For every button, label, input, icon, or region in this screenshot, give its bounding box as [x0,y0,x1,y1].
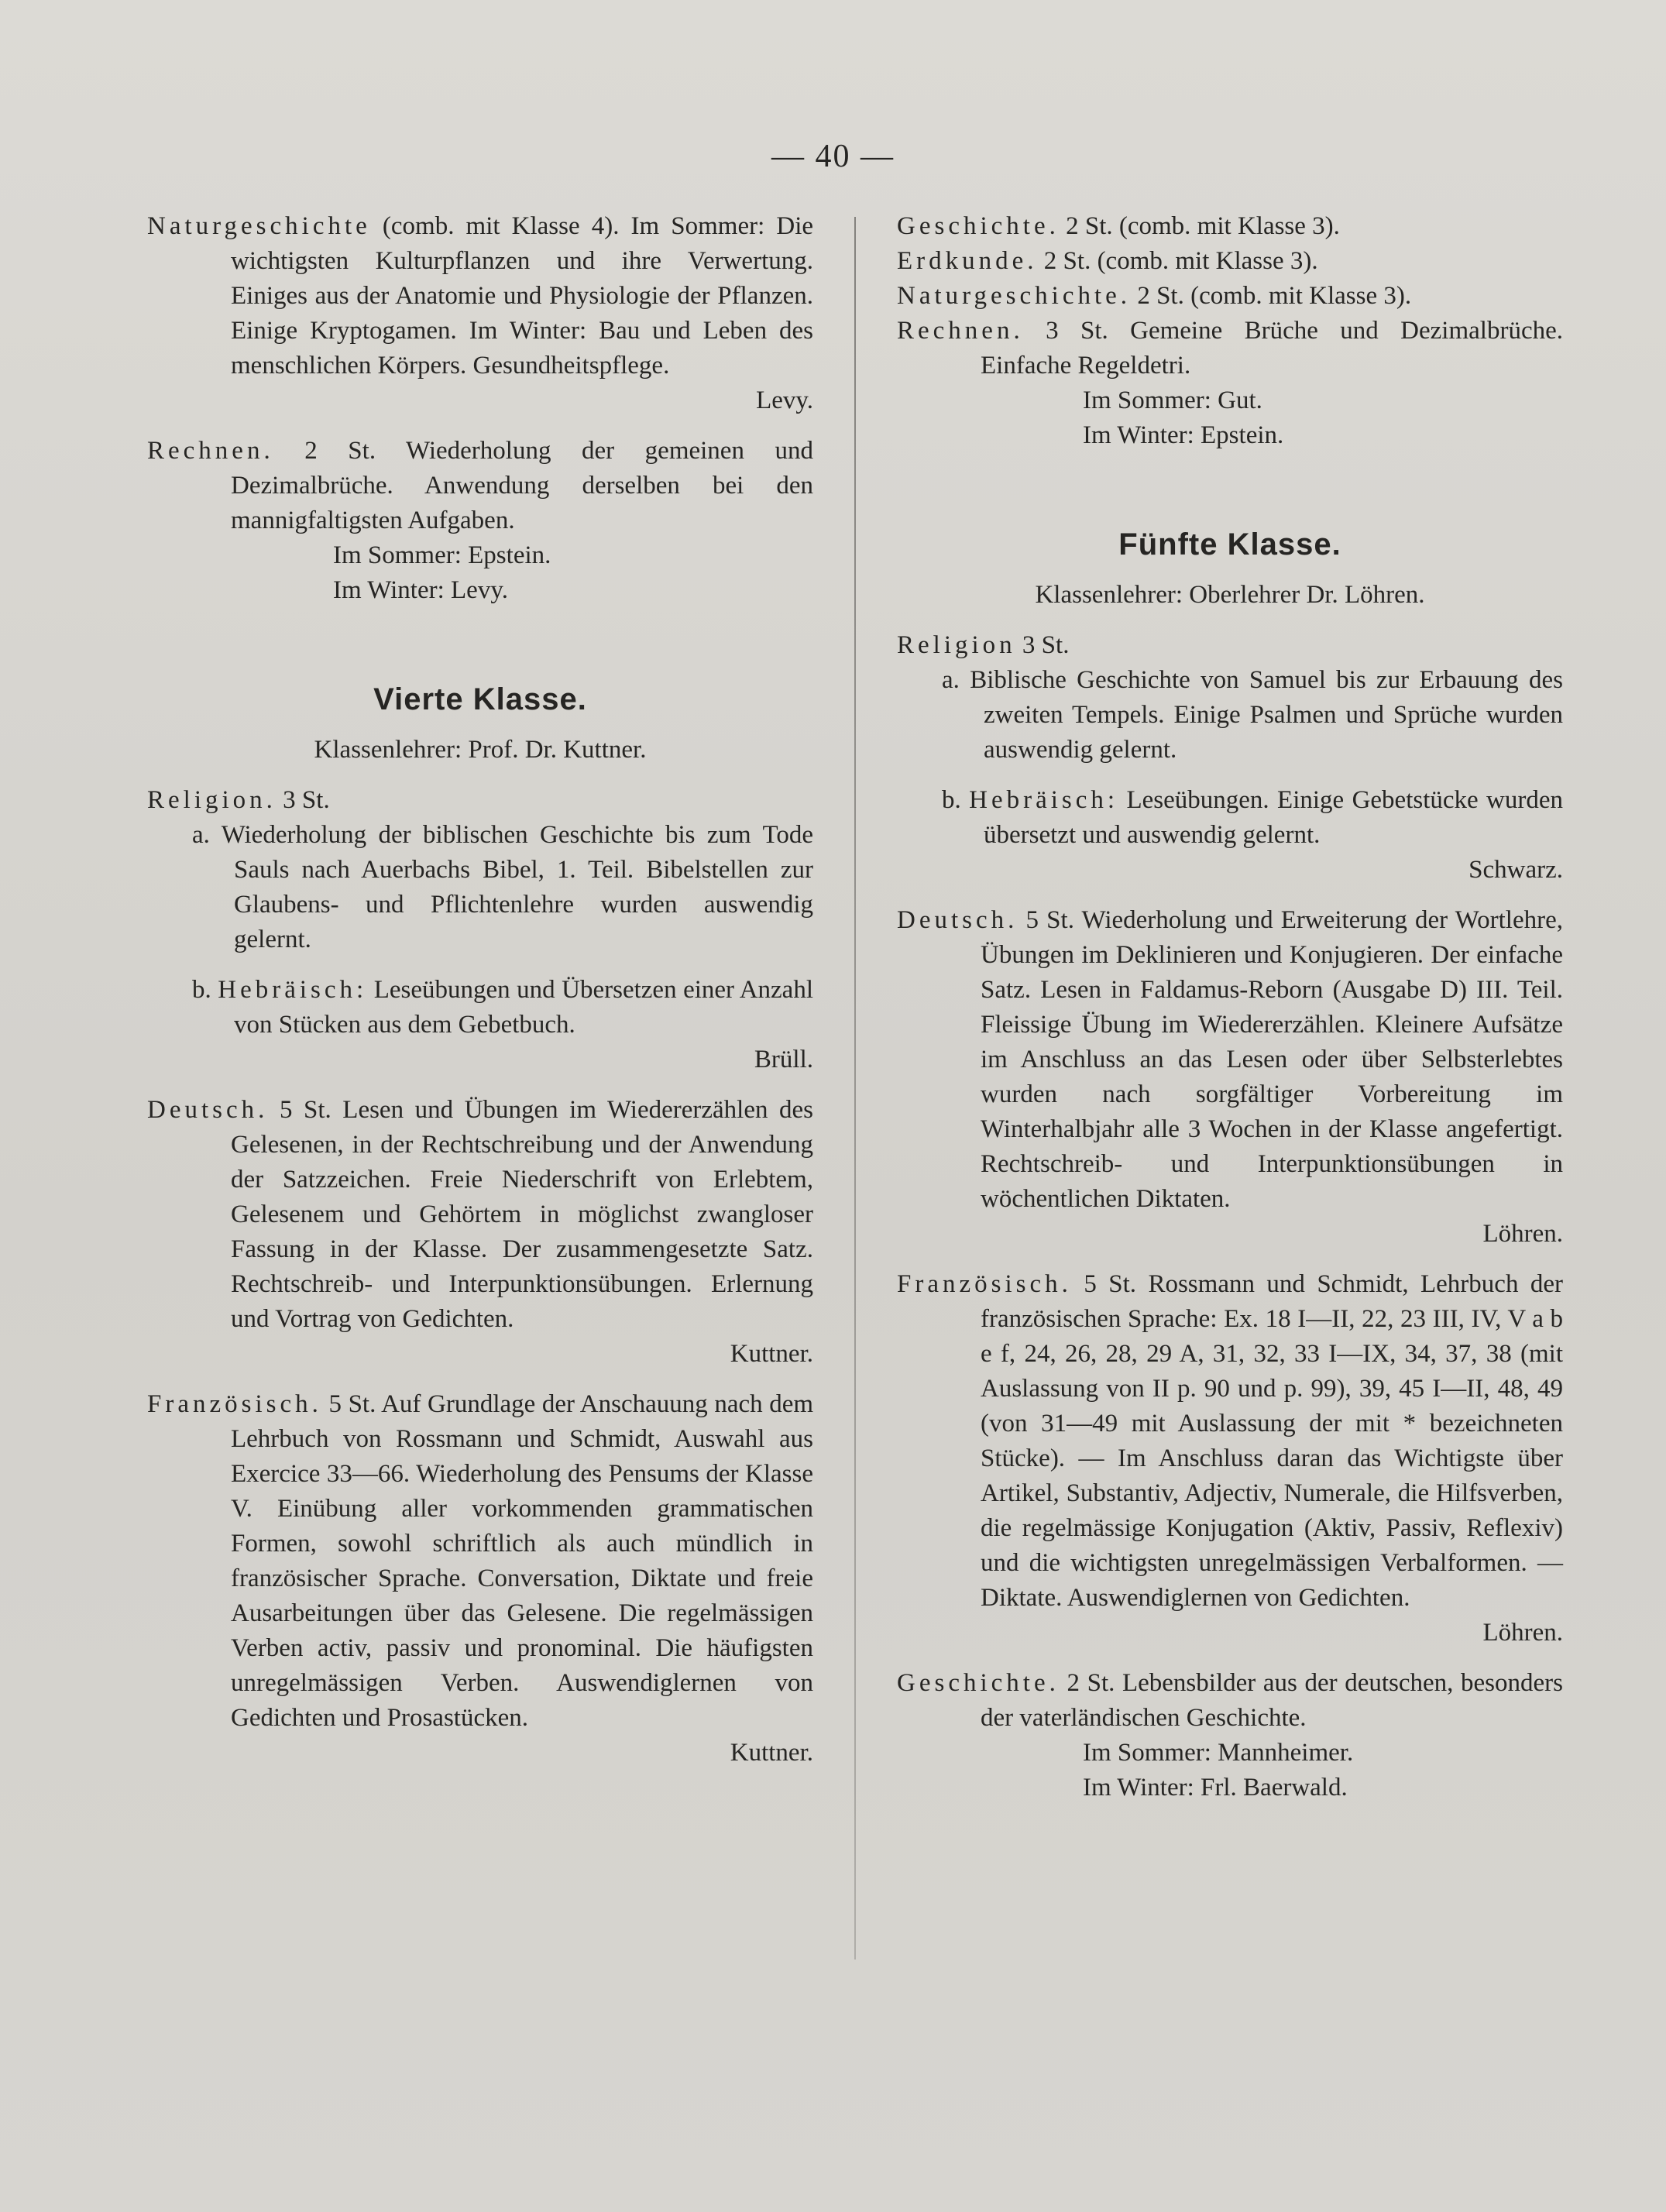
teacher-sommer: Im Sommer: Mannheimer. [1083,1739,1354,1767]
subject-hours: 3 St. [283,786,330,814]
right-column [897,209,1563,1805]
subject-text: 3 St. Gemeine Brüche und Dezimalbrüche. Einfache Regeldetri. [981,317,1563,380]
item-text: Leseübungen. Einige Gebetstücke wurden übersetzt und auswendig gelernt. [984,786,1564,849]
naturgeschichte-entry [147,209,813,383]
class-teacher: Klassenlehrer: Prof. Dr. Kuttner. [314,736,647,764]
subject-text: 5 St. Wiederholung und Erweiterung der Wortlehre, Übungen im Deklinieren und Konjugieren. Der einfache Satz. Lesen in Faldamus-Reborn (Ausgabe D) III. Teil. Fleissige Übung im Wiedererzählen. Kleinere Aufsätze im Anschluss an das Lesen oder über Selbsterlebtes wurden nach sorgfältiger Vorbereitung im Winterhalbjahr alle 3 Wochen in der Klasse angefertigt. Rechtschreib- und Interpunktionsübungen in wöchentlichen Diktaten. [981,906,1563,1213]
geschichte-fuenfte-entry [897,1666,1563,1736]
teacher-signature: Levy. [756,386,813,414]
religion-entry [147,783,813,818]
subject-hours: 3 St. [1022,631,1070,659]
item-letter: a. [192,821,210,849]
teacher-signature: Kuttner. [730,1739,813,1767]
subject-text: 2 St. (comb. mit Klasse 3). [1137,282,1412,310]
religion-entry [897,628,1563,663]
item-text: Wiederholung der biblischen Geschichte bis zum Tode Sauls nach Auerbachs Bibel, 1. Teil. Bibelstellen zur Glaubens- und Pflichtenlehre wurden auswendig gelernt. [221,821,813,953]
subject-label: Französisch. [147,1390,322,1418]
erdkunde-entry [897,244,1563,279]
teacher-signature: Löhren. [1482,1220,1563,1248]
deutsch-entry [897,903,1563,1217]
subject-text: (comb. mit Klasse 4). Im Sommer: Die wichtigsten Kulturpflanzen und ihre Verwertung. Einiges aus der Anatomie und Physiologie der Pflanzen. Einige Kryptogamen. Im Winter: Bau und Leben des menschlichen Körpers. Gesundheitspflege. [231,212,814,380]
column-divider [854,217,856,1960]
subject-text: 5 St. Lesen und Übungen im Wiedererzählen des Gelesenen, in der Rechtschreibung und der Anwendung der Satzzeichen. Freie Niederschrift von Erlebtem, Gelesenem und Gehörtem in möglichst zwangloser Fassung in der Klasse. Der zusammengesetzte Satz. Rechtschreib- und Interpunktionsübungen. Erlernung und Vortrag von Gedichten. [231,1096,814,1333]
subject-text: 2 St. (comb. mit Klasse 3). [1066,212,1340,240]
teacher-sommer: Im Sommer: Gut. [1083,386,1262,414]
religion-item-a [897,663,1563,768]
subject-label: Religion [897,631,1016,659]
franzoesisch-entry [147,1387,813,1736]
subject-label: Rechnen. [147,437,274,465]
subject-text: 2 St. Wiederholung der gemeinen und Dezimalbrüche. Anwendung derselben bei den mannigfaltigsten Aufgaben. [231,437,813,534]
subject-label: Erdkunde. [897,247,1038,275]
left-column [147,209,813,1771]
subject-label: Naturgeschichte. [897,282,1132,310]
subject-label: Rechnen. [897,317,1024,345]
teacher-signature: Brüll. [754,1046,813,1073]
geschichte-entry [897,209,1563,244]
subject-label: Religion. [147,786,277,814]
religion-item-b [897,783,1563,853]
teacher-signature: Kuttner. [730,1340,813,1368]
section-heading-fuenfte: Fünfte Klasse. [1118,527,1341,562]
teacher-sommer: Im Sommer: Epstein. [333,541,551,569]
item-text: Leseübungen und Übersetzen einer Anzahl von Stücken aus dem Gebetbuch. [234,976,813,1039]
item-letter: b. [942,786,961,814]
teacher-signature: Löhren. [1482,1619,1563,1647]
religion-item-b [147,973,813,1042]
subject-label: Geschichte. [897,212,1060,240]
deutsch-entry [147,1093,813,1337]
teacher-winter: Im Winter: Frl. Baerwald. [1083,1774,1348,1802]
class-teacher: Klassenlehrer: Oberlehrer Dr. Löhren. [1035,581,1425,609]
franzoesisch-entry [897,1267,1563,1616]
subject-label: Deutsch. [147,1096,269,1124]
subject-text: 5 St. Auf Grundlage der Anschauung nach dem Lehrbuch von Rossmann und Schmidt, Auswahl aus Exercice 33—66. Wiederholung des Pensums der Klasse V. Einübung aller vorkommenden grammatischen Formen, sowohl schriftlich als auch mündlich in französischer Sprache. Conversation, Diktate und freie Ausarbeitungen über das Gelesene. Die regelmässigen Verben activ, passiv und pronominal. Die häufigsten unregelmässigen Verben. Auswendiglernen von Gedichten und Prosastücken. [231,1390,814,1732]
teacher-winter: Im Winter: Epstein. [1083,421,1284,449]
naturgeschichte-entry [897,279,1563,314]
item-letter: a. [942,666,960,694]
religion-item-a [147,818,813,957]
item-text: Biblische Geschichte von Samuel bis zur Erbauung des zweiten Tempels. Einige Psalmen und Sprüche wurden auswendig gelernt. [970,666,1564,764]
item-label: Hebräisch: [218,976,368,1004]
section-heading-vierte: Vierte Klasse. [373,682,587,716]
item-letter: b. [192,976,211,1004]
teacher-winter: Im Winter: Levy. [333,576,508,604]
subject-label: Naturgeschichte [147,212,371,240]
subject-label: Französisch. [897,1270,1072,1298]
subject-text: 2 St. (comb. mit Klasse 3). [1043,247,1318,275]
subject-label: Geschichte. [897,1669,1060,1697]
page-number: — 40 — [771,139,895,174]
item-label: Hebräisch: [969,786,1119,814]
rechnen-entry [897,314,1563,383]
teacher-signature: Schwarz. [1468,856,1563,884]
subject-label: Deutsch. [897,906,1018,934]
rechnen-entry [147,434,813,538]
subject-text: 5 St. Rossmann und Schmidt, Lehrbuch der französischen Sprache: Ex. 18 I—II, 22, 23 III, IV, V a b e f, 24, 26, 28, 29 A, 31, 32, 33 I—IX, 34, 37, 38 (mit Auslassung von II p. 90 und p. 99), 39, 45 I—II, 48, 49 (von 31—49 mit Auslassung der mit * bezeichneten Stücke). — Im Anschluss daran das Wichtigste über Artikel, Substantiv, Adjectiv, Numerale, die Hilfsverben, die regelmässige Konjugation (Aktiv, Passiv, Reflexiv) und die wichtigsten unregelmässigen Verbalformen. — Diktate. Auswendiglernen von Gedichten. [981,1270,1564,1612]
subject-text: 2 St. Lebensbilder aus der deutschen, besonders der vaterländischen Geschichte. [981,1669,1564,1732]
